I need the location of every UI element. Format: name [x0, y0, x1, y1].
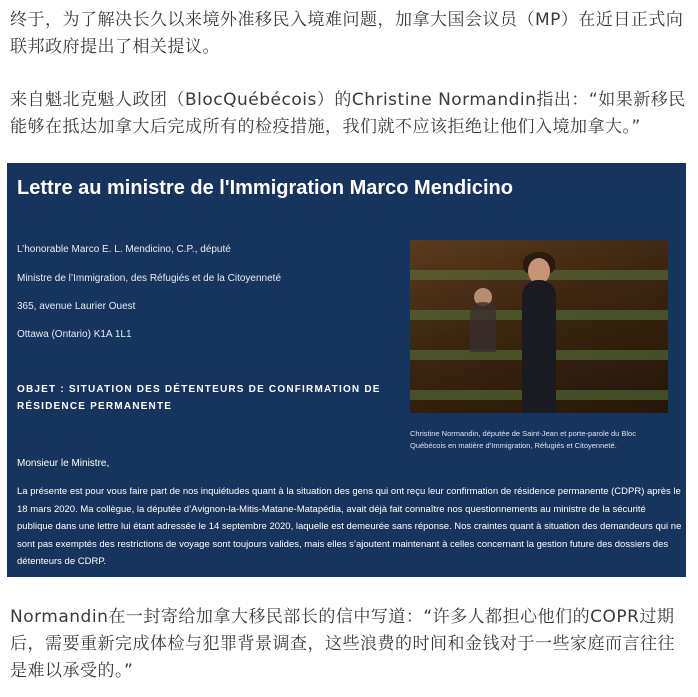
photo-caption: Christine Normandin, députée de Saint-Jean et porte-parole du Bloc Québécois en matière d’Immigration, Réfugiés et Citoyenneté. — [410, 429, 636, 450]
letter-subject: OBJET : SITUATION DES DÉTENTEURS DE CONFIRMATION DE RÉSIDENCE PERMANENTE — [17, 384, 381, 412]
letter-body: La présente est pour vous faire part de nos inquiétudes quant à la situation des gens qui ont reçu leur confirmation de résidence permanente (CDPR) après le 18 mars 2020. Ma collègue, la députée d’Avignon-la-Mitis-Matane-Matapédia, avait déjà fait connaître nos questionnements au ministre de la sécurité publique dans une lettre lui étant adressée le 14 septembre 2020, laquelle est demeurée sans réponse. Nos craintes quant à situation des demandeurs qui ne sont pas exemptés des restrictions de voyage sont toujours valides, mais elles s’ajoutent maintenant à celles concernant la gestion future des dossiers des détenteurs de CDRP. — [17, 486, 682, 567]
address-line-3: 365, avenue Laurier Ouest — [17, 301, 136, 312]
letter-salutation: Monsieur le Ministre, — [17, 458, 110, 469]
address-line-2: Ministre de l’Immigration, des Réfugiés et de la Citoyenneté — [17, 273, 282, 284]
article-paragraph-3: Normandin在一封寄给加拿大移民部长的信中写道：“许多人都担心他们的COPR过期后，需要重新完成体检与犯罪背景调查，这些浪费的时间和金钱对于一些家庭而言往往是难以承受的。” — [10, 607, 675, 681]
normandin-photo — [410, 240, 668, 413]
article-paragraph-2: 来自魁北克魁人政团（BlocQuébécois）的Christine Normandin指出：“如果新移民能够在抵达加拿大后完成所有的检疫措施，我们就不应该拒绝让他们入境加拿大。” — [10, 90, 686, 137]
letter-title: Lettre au ministre de l'Immigration Marco Mendicino — [17, 177, 513, 199]
address-line-4: Ottawa (Ontario) K1A 1L1 — [17, 329, 132, 340]
letter-image-panel — [7, 163, 686, 577]
address-line-1: L’honorable Marco E. L. Mendicino, C.P., député — [17, 244, 231, 255]
article-paragraph-1: 终于，为了解决长久以来境外准移民入境难问题，加拿大国会议员（MP）在近日正式向联邦政府提出了相关提议。 — [10, 10, 684, 57]
